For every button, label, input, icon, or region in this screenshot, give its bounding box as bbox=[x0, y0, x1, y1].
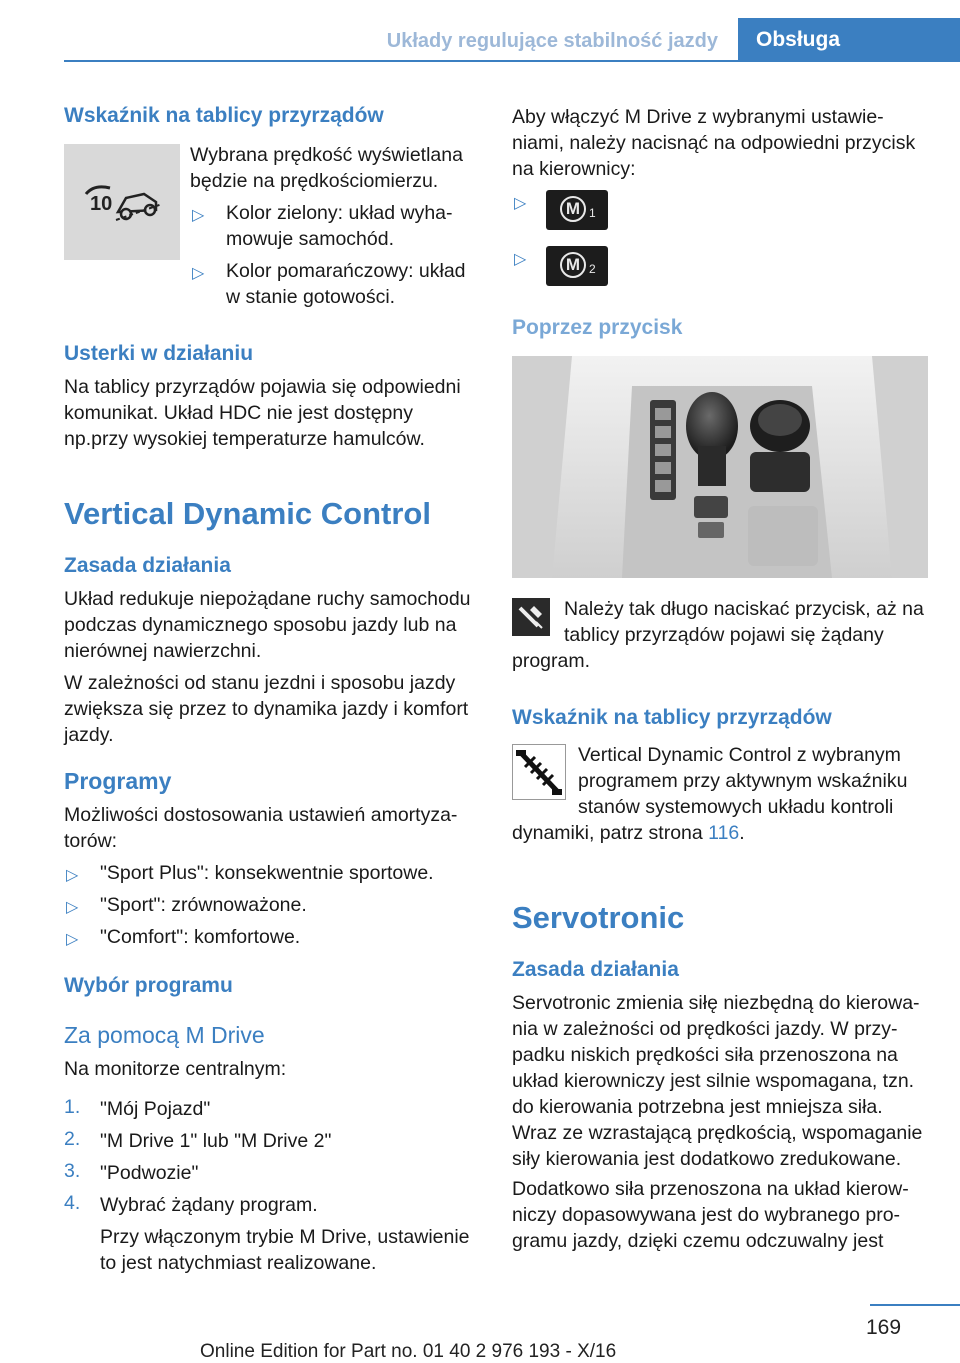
step-1-text: "Mój Pojazd" bbox=[100, 1098, 211, 1120]
chapter-tab-label: Obsługa bbox=[756, 28, 841, 51]
mdrive-line-3: na kierownicy: bbox=[512, 158, 636, 180]
servo-line-6: Wraz ze wzrastającą prędkością, wspomaganie bbox=[512, 1122, 923, 1144]
m2-label: M bbox=[560, 252, 586, 278]
bullet-triangle-icon: ▷ bbox=[66, 931, 79, 948]
servo-line-3: padku niskich prędkości siła przenoszona na bbox=[512, 1044, 898, 1066]
indicator2-line-1: Vertical Dynamic Control z wybranym bbox=[578, 744, 901, 766]
chapter-tab bbox=[738, 18, 960, 62]
step-3-text: "Podwozie" bbox=[100, 1162, 199, 1184]
hdc-badge-text: 10 bbox=[90, 193, 113, 215]
note-icon bbox=[512, 598, 550, 636]
mdrive-line-1: Aby włączyć M Drive z wybranymi ustawie‐ bbox=[512, 106, 884, 128]
bullet-triangle-icon: ▷ bbox=[192, 265, 205, 282]
faults-line-2: komunikat. Układ HDC nie jest dostępny bbox=[64, 402, 413, 424]
faults-line-3: np.przy wysokiej temperaturze hamulców. bbox=[64, 428, 425, 450]
heading-servo-principle: Zasada działania bbox=[512, 958, 679, 981]
step-2-text: "M Drive 1" lub "M Drive 2" bbox=[100, 1130, 332, 1152]
m2-button-icon bbox=[546, 246, 608, 286]
indicator2-end: . bbox=[739, 822, 745, 844]
center-console-image bbox=[512, 356, 928, 578]
principle-line-5: zwiększa się przez to dynamika jazdy i komfort bbox=[64, 698, 469, 720]
indicator-text-1: Wybrana prędkość wyświetlana bbox=[190, 144, 463, 166]
heading-principle: Zasada działania bbox=[64, 554, 231, 577]
shock-absorber-icon bbox=[512, 744, 566, 800]
hdc-indicator-image bbox=[64, 144, 180, 260]
heading-indicator-2: Wskaźnik na tablicy przyrządów bbox=[512, 706, 832, 729]
step-number: 3. bbox=[64, 1160, 81, 1182]
button-line-2: tablicy przyrządów pojawi się żądany bbox=[564, 624, 884, 646]
hdc-indicator-icon bbox=[64, 144, 180, 260]
program-item-2: "Sport": zrównoważone. bbox=[100, 894, 307, 916]
program-item-3: "Comfort": komfortowe. bbox=[100, 926, 301, 948]
step-number: 4. bbox=[64, 1192, 81, 1214]
center-console-illustration bbox=[512, 356, 928, 578]
faults-line-1: Na tablicy przyrządów pojawia się odpowiedni bbox=[64, 376, 461, 398]
indicator-item-2-line-2: w stanie gotowości. bbox=[226, 286, 396, 308]
principle-line-3: nierównej nawierzchni. bbox=[64, 640, 262, 662]
page-number: 169 bbox=[866, 1316, 902, 1339]
indicator-item-1-line-2: mowuje samochód. bbox=[226, 228, 394, 250]
bullet-triangle-icon: ▷ bbox=[514, 251, 527, 268]
heading-select-program: Wybór programu bbox=[64, 974, 233, 997]
programs-line-1: Możliwości dostosowania ustawień amortyza‐ bbox=[64, 804, 458, 826]
indicator2-last-text: dynamiki, patrz strona bbox=[512, 822, 709, 844]
bullet-triangle-icon: ▷ bbox=[192, 207, 205, 224]
principle-line-2: podczas dynamicznego sposobu jazdy lub na bbox=[64, 614, 457, 636]
servo-line-7: siły kierowania jest dodatkowo zredukowane. bbox=[512, 1148, 902, 1170]
step-4-sub-line-2: to jest natychmiast realizowane. bbox=[100, 1252, 377, 1274]
indicator2-line-2: programem przy aktywnym wskaźniku bbox=[578, 770, 908, 792]
running-header-section: Układy regulujące stabilność jazdy bbox=[386, 30, 718, 52]
indicator-text-2: będzie na prędkościomierzu. bbox=[190, 170, 439, 192]
step-number: 2. bbox=[64, 1128, 81, 1150]
heading-servotronic: Servotronic bbox=[512, 900, 685, 935]
m1-label: M bbox=[560, 196, 586, 222]
bullet-triangle-icon: ▷ bbox=[66, 899, 79, 916]
heading-faults: Usterki w działaniu bbox=[64, 342, 254, 365]
principle-line-1: Układ redukuje niepożądane ruchy samochodu bbox=[64, 588, 471, 610]
button-line-1: Należy tak długo naciskać przycisk, aż na bbox=[564, 598, 924, 620]
step-number: 1. bbox=[64, 1096, 81, 1118]
step-4-text: Wybrać żądany program. bbox=[100, 1194, 318, 1216]
button-line-3: program. bbox=[512, 650, 591, 672]
m1-sub: 1 bbox=[589, 206, 596, 220]
servo-line-2: nia w zależności od prędkości jazdy. W przy‐ bbox=[512, 1018, 898, 1040]
programs-line-2: torów: bbox=[64, 830, 118, 852]
program-item-1: "Sport Plus": konsekwentnie sportowe. bbox=[100, 862, 434, 884]
principle-line-6: jazdy. bbox=[64, 724, 114, 746]
page-reference-link[interactable]: 116 bbox=[708, 822, 740, 844]
principle-line-4: W zależności od stanu jezdni i sposobu jazdy bbox=[64, 672, 456, 694]
m1-button-icon bbox=[546, 190, 608, 230]
servo-line-4: układ kierowniczy jest silnie wspomagana, tzn. bbox=[512, 1070, 915, 1092]
indicator-item-2-line-1: Kolor pomarańczowy: układ bbox=[226, 260, 466, 282]
bullet-triangle-icon: ▷ bbox=[66, 867, 79, 884]
servo-line-10: gramu jazdy, dzięki czemu odczuwalny jest bbox=[512, 1230, 884, 1252]
indicator-item-1-line-1: Kolor zielony: układ wyha‐ bbox=[226, 202, 453, 224]
footer-edition: Online Edition for Part no. 01 40 2 976 193 - X/16 bbox=[200, 1341, 617, 1362]
servo-line-9: niczy dopasowywana jest do wybranego pro‐ bbox=[512, 1204, 901, 1226]
mdrive-line-2: niami, należy nacisnąć na odpowiedni przycisk bbox=[512, 132, 916, 154]
mdrive-intro: Na monitorze centralnym: bbox=[64, 1058, 287, 1080]
header-rule bbox=[64, 60, 960, 62]
step-4-sub-line-1: Przy włączonym trybie M Drive, ustawienie bbox=[100, 1226, 470, 1248]
indicator2-last-line bbox=[512, 820, 745, 846]
heading-indicator: Wskaźnik na tablicy przyrządów bbox=[64, 104, 384, 127]
servo-line-8: Dodatkowo siła przenoszona na układ kierow‐ bbox=[512, 1178, 909, 1200]
bullet-triangle-icon: ▷ bbox=[514, 195, 527, 212]
heading-by-button: Poprzez przycisk bbox=[512, 316, 683, 339]
servo-line-5: do kierowania potrzebna jest mniejsza siła. bbox=[512, 1096, 883, 1118]
heading-vdc: Vertical Dynamic Control bbox=[64, 496, 431, 531]
heading-mdrive: Za pomocą M Drive bbox=[64, 1022, 265, 1048]
heading-programs: Programy bbox=[64, 768, 172, 794]
page-number-rule bbox=[870, 1304, 960, 1306]
m2-sub: 2 bbox=[589, 262, 596, 276]
indicator2-line-3: stanów systemowych układu kontroli bbox=[578, 796, 894, 818]
servo-line-1: Servotronic zmienia siłę niezbędną do kierowa‐ bbox=[512, 992, 920, 1014]
